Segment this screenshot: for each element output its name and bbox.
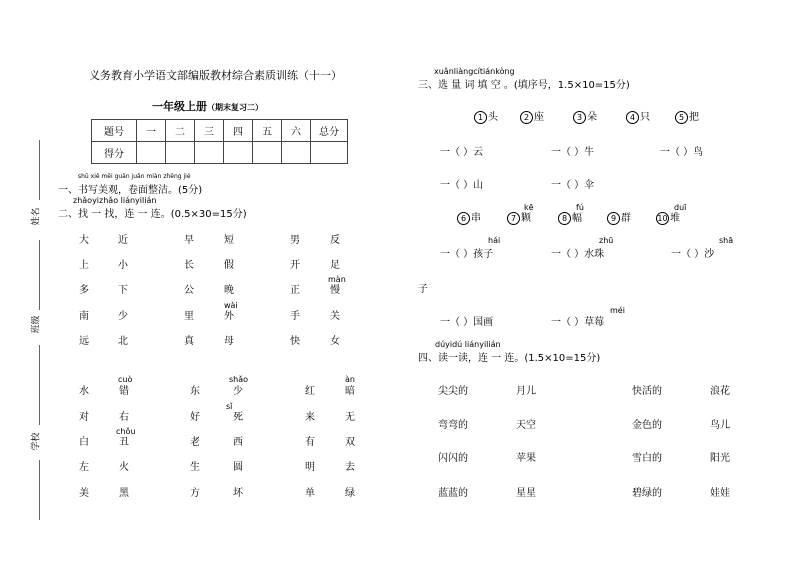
score-cell: 五 (253, 120, 282, 142)
score-cell: 得分 (92, 142, 137, 164)
match-word[interactable]: 快活的 (632, 386, 662, 397)
match-word[interactable]: 男 (290, 235, 300, 246)
pinyin-fu: fú (576, 203, 584, 212)
match-word[interactable]: 鸟儿 (710, 420, 730, 431)
match-word[interactable]: 下 (118, 285, 128, 296)
score-cell: 一 (137, 120, 166, 142)
binding-line-top (39, 140, 40, 200)
fill-blank[interactable]: 一（ ）鸟 (660, 147, 704, 158)
match-word[interactable]: 左 (79, 462, 89, 473)
pinyin-man: màn (328, 275, 346, 284)
score-input[interactable] (195, 142, 224, 164)
match-word[interactable]: 手 (290, 311, 300, 322)
wrap-char: 子 (418, 284, 428, 295)
match-word[interactable]: 圆 (233, 462, 243, 473)
option-text: 朵 (587, 112, 597, 123)
fill-blank[interactable]: 一（ ）国画 (440, 317, 494, 328)
option-number: 10 (657, 213, 668, 223)
option-text: 座 (534, 112, 544, 123)
match-word[interactable]: 去 (345, 462, 355, 473)
match-word[interactable]: 苹果 (516, 453, 536, 464)
match-word[interactable]: 尖尖的 (438, 386, 468, 397)
match-word[interactable]: 开 (290, 260, 300, 271)
match-word[interactable]: 暗 (345, 386, 355, 397)
match-word[interactable]: 弯弯的 (438, 420, 468, 431)
option-text: 堆 (670, 213, 680, 224)
score-cell: 六 (282, 120, 311, 142)
match-word[interactable]: 慢 (330, 285, 340, 296)
match-word[interactable]: 真 (184, 336, 194, 347)
match-word[interactable]: 方 (190, 488, 200, 499)
fill-blank[interactable]: 一（ ）沙 (671, 249, 715, 260)
match-word[interactable]: 生 (190, 462, 200, 473)
option-text: 只 (640, 112, 650, 123)
match-word[interactable]: 丑 (119, 437, 129, 448)
match-word[interactable]: 短 (224, 235, 234, 246)
option-number: 2 (520, 111, 533, 124)
match-word[interactable]: 白 (79, 437, 89, 448)
match-word[interactable]: 碧绿的 (632, 488, 662, 499)
match-word[interactable]: 老 (190, 437, 200, 448)
pinyin-si: sǐ (226, 402, 233, 411)
binding-line-bottom (39, 460, 40, 520)
match-word[interactable]: 足 (330, 260, 340, 271)
option-number: 6 (457, 212, 470, 225)
pinyin-annotation: hái (488, 236, 501, 245)
option-text: 颗 (521, 213, 531, 224)
match-word[interactable]: 死 (233, 412, 243, 423)
option-number: 4 (626, 111, 639, 124)
option-number: 5 (675, 111, 688, 124)
score-input[interactable] (137, 142, 166, 164)
match-word[interactable]: 红 (305, 386, 315, 397)
match-word[interactable]: 水 (79, 386, 89, 397)
match-word[interactable]: 东 (190, 386, 200, 397)
measure-word-option (520, 108, 544, 124)
school-label: 学校 (31, 432, 42, 451)
match-word[interactable]: 坏 (233, 488, 243, 499)
pinyin-ke: kē (524, 203, 534, 212)
grade-title (152, 98, 263, 114)
option-number: 3 (573, 111, 586, 124)
score-cell: 三 (195, 120, 224, 142)
match-word[interactable]: 远 (79, 336, 89, 347)
pinyin-chou: chǒu (116, 427, 136, 436)
match-word[interactable]: 北 (118, 336, 128, 347)
pinyin-shao: shǎo (229, 375, 249, 384)
score-input[interactable] (224, 142, 253, 164)
pinyin-wai: wài (224, 301, 238, 310)
match-word[interactable]: 外 (224, 311, 234, 322)
page-title: 义务教育小学语文部编版教材综合素质训练（十一） (89, 69, 342, 82)
match-word[interactable]: 对 (79, 412, 89, 423)
match-word[interactable]: 闪闪的 (438, 453, 468, 464)
fill-blank[interactable]: 一（ ）伞 (551, 180, 595, 191)
fill-blank[interactable]: 一（ ）云 (440, 147, 484, 158)
measure-word-option (675, 108, 699, 124)
score-header-row (92, 120, 348, 142)
review-label: （期末复习二） (207, 103, 263, 112)
match-word[interactable]: 金色的 (632, 420, 662, 431)
match-word[interactable]: 天空 (516, 420, 536, 431)
name-label: 姓名 (31, 207, 42, 226)
match-word[interactable]: 无 (345, 412, 355, 423)
score-input[interactable] (166, 142, 195, 164)
match-word[interactable]: 少 (233, 386, 243, 397)
q2-pinyin: zhǎoyizhǎo liányilián (73, 196, 157, 205)
q1-pinyin: shū xiě měi guān juǎn miàn zhěng jié (78, 173, 191, 180)
binding-line-mid (39, 240, 40, 310)
pinyin-dui: duī (674, 203, 687, 212)
q3-pinyin: xuǎnliàngcítiánkòng (434, 67, 515, 76)
match-word[interactable]: 雪白的 (632, 453, 662, 464)
binding-line-mid2 (39, 345, 40, 425)
match-word[interactable]: 错 (119, 386, 129, 397)
fill-blank[interactable]: 一（ ）草莓 (551, 317, 605, 328)
score-input[interactable] (253, 142, 282, 164)
q4-title: 四、读一读，连 一 连。(1.5×10=15分) (418, 353, 601, 364)
match-word[interactable]: 大 (79, 235, 89, 246)
match-word[interactable]: 美 (79, 488, 89, 499)
measure-word-option (457, 209, 481, 225)
measure-word-option (626, 108, 650, 124)
match-word[interactable]: 单 (305, 488, 315, 499)
q2-title: 二、找 一 找，连 一 连。(0.5×30=15分) (58, 209, 247, 220)
pinyin-annotation: shā (719, 236, 734, 245)
match-word[interactable]: 里 (184, 311, 194, 322)
match-word[interactable]: 快 (290, 336, 300, 347)
score-table (91, 119, 348, 164)
score-cell: 题号 (92, 120, 137, 142)
match-word[interactable]: 娃娃 (710, 488, 730, 499)
match-word[interactable]: 来 (305, 412, 315, 423)
match-word[interactable]: 小 (118, 260, 128, 271)
score-input[interactable] (282, 142, 311, 164)
match-word[interactable]: 南 (79, 311, 89, 322)
pinyin-cuo: cuò (118, 375, 133, 384)
option-text: 串 (471, 213, 481, 224)
fill-blank[interactable]: 一（ ）水珠 (551, 249, 605, 260)
fill-blank[interactable]: 一（ ）孩子 (440, 249, 494, 260)
match-word[interactable]: 双 (345, 437, 355, 448)
match-word[interactable]: 近 (118, 235, 128, 246)
option-number: 7 (507, 212, 520, 225)
score-cell: 总分 (311, 120, 348, 142)
option-text: 头 (488, 112, 498, 123)
fill-blank[interactable]: 一（ ）山 (440, 180, 484, 191)
grade-label: 一年级上册 (152, 100, 207, 113)
match-word[interactable]: 多 (79, 285, 89, 296)
match-word[interactable]: 西 (233, 437, 243, 448)
pinyin-mei: méi (610, 306, 625, 315)
option-number: 8 (558, 212, 571, 225)
score-input[interactable] (311, 142, 348, 164)
match-word[interactable]: 阳光 (710, 453, 730, 464)
q4-pinyin: dúyidú liányilián (435, 340, 501, 349)
option-number: 9 (607, 212, 620, 225)
class-label: 班级 (31, 315, 42, 334)
option-text: 群 (621, 213, 631, 224)
match-word[interactable]: 长 (184, 260, 194, 271)
fill-blank[interactable]: 一（ ）牛 (551, 147, 595, 158)
pinyin-annotation: zhū (599, 236, 614, 245)
match-word[interactable]: 黑 (119, 488, 129, 499)
match-word[interactable]: 晚 (224, 285, 234, 296)
measure-word-option (573, 108, 597, 124)
match-word[interactable]: 正 (290, 285, 300, 296)
match-word[interactable]: 上 (79, 260, 89, 271)
match-word[interactable]: 有 (305, 437, 315, 448)
q1-title: 一、书写美观，卷面整洁。(5分) (58, 185, 203, 196)
match-word[interactable]: 反 (330, 235, 340, 246)
match-word[interactable]: 公 (184, 285, 194, 296)
match-word[interactable]: 少 (118, 311, 128, 322)
match-word[interactable]: 火 (119, 462, 129, 473)
pinyin-an: àn (345, 375, 355, 384)
match-word[interactable]: 关 (330, 311, 340, 322)
option-text: 幅 (572, 213, 582, 224)
match-word[interactable]: 绿 (345, 488, 355, 499)
match-word[interactable]: 母 (224, 336, 234, 347)
measure-word-option (607, 209, 631, 225)
score-cell: 二 (166, 120, 195, 142)
match-word[interactable]: 早 (184, 235, 194, 246)
match-word[interactable]: 假 (224, 260, 234, 271)
match-word[interactable]: 蓝蓝的 (438, 488, 468, 499)
score-cell: 四 (224, 120, 253, 142)
score-value-row (92, 142, 348, 164)
match-word[interactable]: 女 (330, 336, 340, 347)
match-word[interactable]: 月儿 (516, 386, 536, 397)
q3-title: 三、选 量 词 填 空 。(填序号，1.5×10=15分) (418, 80, 630, 91)
match-word[interactable]: 右 (119, 412, 129, 423)
option-text: 把 (689, 112, 699, 123)
option-number: 1 (474, 111, 487, 124)
measure-word-option (474, 108, 498, 124)
match-word[interactable]: 明 (305, 462, 315, 473)
match-word[interactable]: 浪花 (710, 386, 730, 397)
match-word[interactable]: 星星 (516, 488, 536, 499)
match-word[interactable]: 好 (190, 412, 200, 423)
